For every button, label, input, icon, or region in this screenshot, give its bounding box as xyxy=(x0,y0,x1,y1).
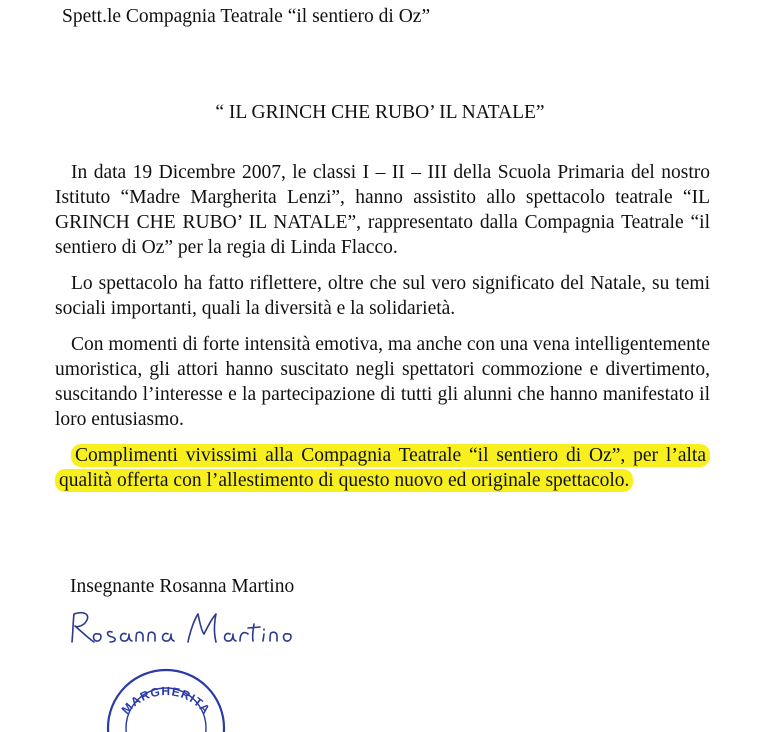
stamp-text: MARGHERITA xyxy=(118,684,214,717)
svg-text:MARGHERITA xyxy=(119,684,214,717)
school-stamp xyxy=(100,662,230,732)
addressee-line: Spett.le Compagnia Teatrale “il sentiero di Oz” xyxy=(62,6,431,27)
letter-title-text: “ IL GRINCH CHE RUBO’ IL NATALE” xyxy=(215,102,545,123)
letter-body xyxy=(55,160,710,504)
letter-title xyxy=(0,102,760,124)
teacher-name: Insegnante Rosanna Martino xyxy=(70,576,295,597)
paragraph-emotion: Con momenti di forte intensità emotiva, ma anche con una vena intelligentemente umoristica, gli attori hanno suscitato negli spettatori commozione e divertimento, suscitando l’interesse e la partecipazione di tutti gli alunni che hanno manifestato il loro entusiasmo. xyxy=(55,334,710,430)
handwritten-signature xyxy=(64,604,304,654)
highlighted-text: Complimenti vivissimi alla Compagnia Teatrale “il sentiero di Oz”, per l’alta qualità offerta con l’allestimento di questo nuovo ed originale spettacolo. xyxy=(55,444,710,492)
paragraph-reflection: Lo spettacolo ha fatto riflettere, oltre che sul vero significato del Natale, su temi sociali importanti, quali la diversità e la solidarietà. xyxy=(55,273,710,319)
paragraph-compliments xyxy=(55,443,710,493)
paragraph-event: In data 19 Dicembre 2007, le classi I – II – III della Scuola Primaria del nostro Istituto “Madre Margherita Lenzi”, hanno assistito allo spettacolo teatrale “IL GRINCH CHE RUBO’ IL NATALE”, rappresentato dalla Compagnia Teatrale “il sentiero di Oz” per la regia di Linda Flacco. xyxy=(55,162,710,258)
